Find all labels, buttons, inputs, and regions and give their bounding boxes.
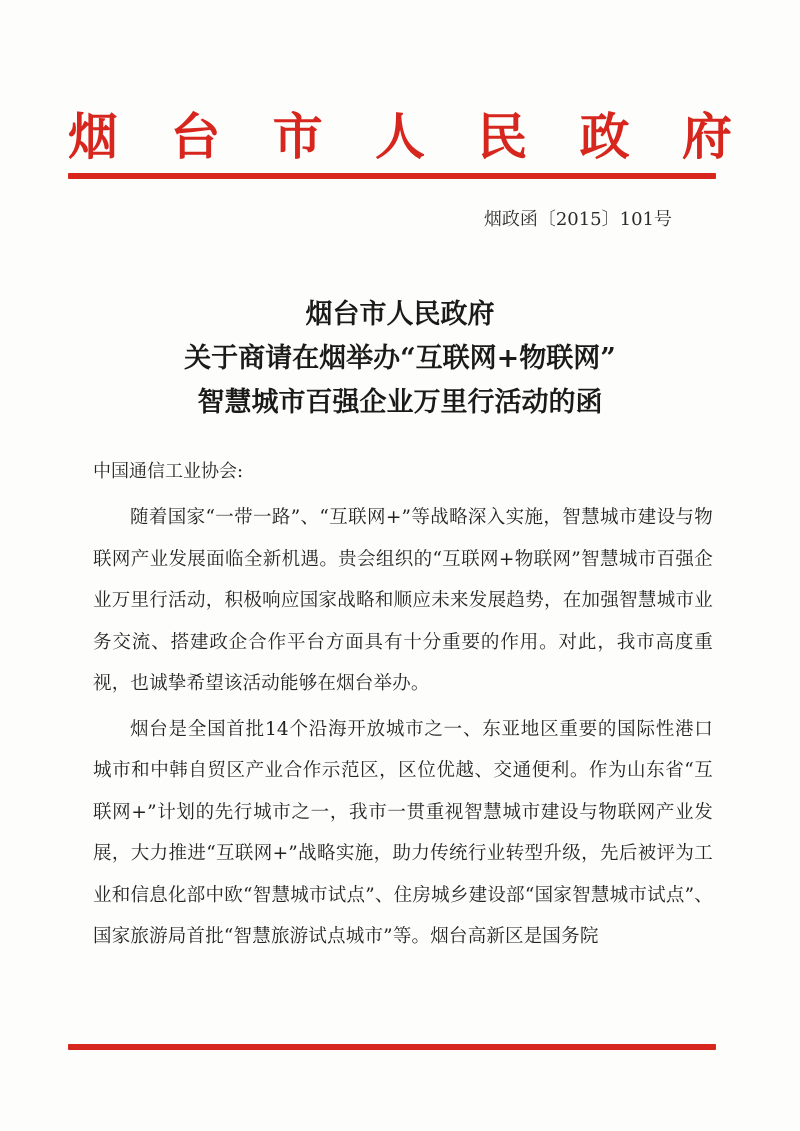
body-text: [93, 497, 713, 958]
body-paragraph: 烟台是全国首批14个沿海开放城市之一、东亚地区重要的国际性港口城市和中韩自贸区产业合作示范区，区位优越、交通便利。作为山东省“互联网+”计划的先行城市之一，我市一贯重视智慧城市建设与物联网产业发展，大力推进“互联网+”战略实施，助力传统行业转型升级，先后被评为工业和信息化部中欧“智慧城市试点”、住房城乡建设部“国家智慧城市试点”、国家旅游局首批“智慧旅游试点城市”等。烟台高新区是国务院: [93, 718, 713, 947]
document-title: [80, 293, 720, 425]
body-paragraph: 随着国家“一带一路”、“互联网+”等战略深入实施，智慧城市建设与物联网产业发展面临全新机遇。贵会组织的“互联网+物联网”智慧城市百强企业万里行活动，积极响应国家战略和顺应未来发展趋势，在加强智慧城市业务交流、搭建政企合作平台方面具有十分重要的作用。对此，我市高度重视，也诚挚希望该活动能够在烟台举办。: [93, 507, 713, 694]
issuer-char: 政: [579, 108, 630, 166]
issuer-char: 府: [681, 108, 732, 166]
issuer-char: 台: [170, 108, 221, 166]
title-line-1: 烟台市人民政府: [305, 299, 495, 330]
issuer-header: [68, 105, 732, 169]
title-line-2: 关于商请在烟举办“互联网+物联网”: [184, 343, 616, 374]
header-divider: [68, 173, 716, 179]
issuer-char: 民: [477, 108, 528, 166]
issuer-char: 烟: [68, 108, 118, 166]
issuer-char: 市: [272, 108, 323, 166]
addressee: 中国通信工业协会:: [93, 461, 244, 482]
document-number: 烟政函〔2015〕101号: [483, 209, 672, 230]
footer-divider: [68, 1044, 716, 1050]
title-line-3: 智慧城市百强企业万里行活动的函: [197, 387, 603, 418]
issuer-char: 人: [374, 108, 425, 166]
